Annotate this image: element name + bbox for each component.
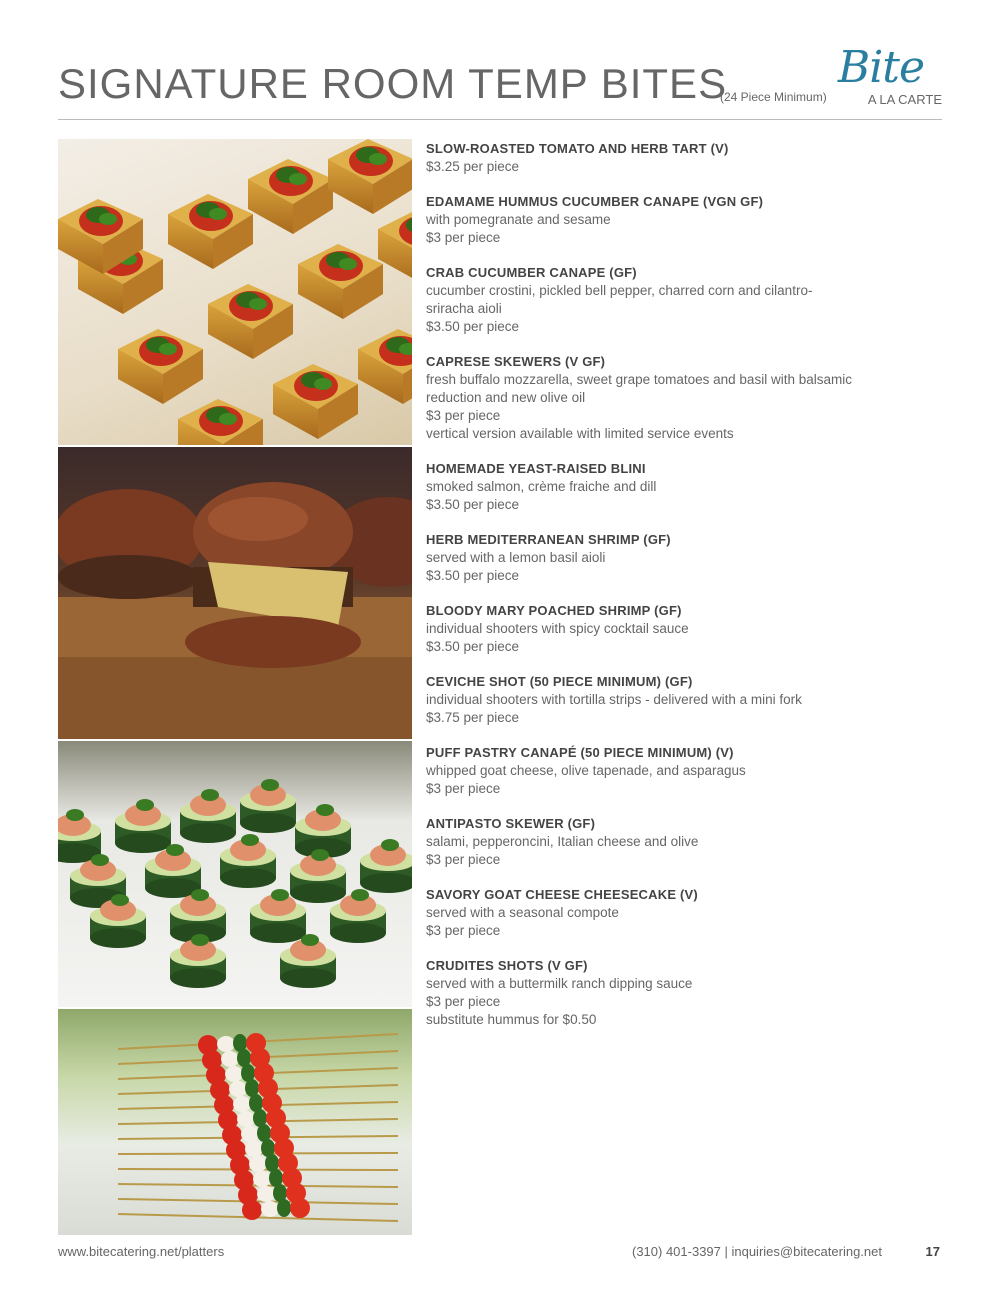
menu-item <box>426 957 946 1029</box>
logo-script: Bite <box>837 42 924 93</box>
page-title: SIGNATURE ROOM TEMP BITES <box>58 60 728 107</box>
menu-item-detail: $3.50 per piece <box>426 568 520 583</box>
menu-item-detail: $3 per piece <box>426 852 501 867</box>
menu-item-name: SAVORY GOAT CHEESE CHEESECAKE (V) <box>426 887 698 902</box>
menu-item-detail: whipped goat cheese, olive tapenade, and asparagus <box>426 763 746 778</box>
menu-item-detail: reduction and new olive oil <box>426 390 586 405</box>
menu-item <box>426 460 946 514</box>
menu-item <box>426 602 946 656</box>
menu-item-name: HERB MEDITERRANEAN SHRIMP (GF) <box>426 532 671 547</box>
minimum-note: (24 Piece Minimum) <box>720 90 827 104</box>
menu-item <box>426 815 946 869</box>
footer-contact: (310) 401-3397 | inquiries@bitecatering.net <box>631 1244 882 1259</box>
bite-logo <box>802 40 942 112</box>
photo-sliders <box>58 447 412 739</box>
menu-item-detail: individual shooters with spicy cocktail sauce <box>426 621 689 636</box>
menu-item-detail: salami, pepperoncini, Italian cheese and olive <box>426 834 699 849</box>
menu-item-detail: served with a buttermilk ranch dipping sauce <box>426 976 693 991</box>
menu-item-name: PUFF PASTRY CANAPÉ (50 PIECE MINIMUM) (V) <box>426 745 734 760</box>
header-divider <box>58 119 942 120</box>
menu-item-detail: $3 per piece <box>426 781 501 796</box>
menu-item-name: HOMEMADE YEAST-RAISED BLINI <box>426 461 646 476</box>
menu-item-name: CRUDITES SHOTS (V GF) <box>426 958 588 973</box>
menu-item-detail: $3.50 per piece <box>426 497 520 512</box>
footer-website[interactable]: www.bitecatering.net/platters <box>58 1244 225 1259</box>
menu-item <box>426 353 946 443</box>
page-footer <box>58 1244 942 1264</box>
menu-item-detail: served with a seasonal compote <box>426 905 619 920</box>
menu-item-name: CRAB CUCUMBER CANAPE (GF) <box>426 265 637 280</box>
menu-item-name: EDAMAME HUMMUS CUCUMBER CANAPE (VGN GF) <box>426 194 764 209</box>
menu-item <box>426 744 946 798</box>
menu-item-detail: $3 per piece <box>426 408 501 423</box>
photo-caprese-skewers <box>58 1009 412 1235</box>
menu-item <box>426 140 946 176</box>
menu-item-detail: $3.75 per piece <box>426 710 520 725</box>
menu-item-detail: vertical version available with limited service events <box>426 426 734 441</box>
menu-item-detail: $3.25 per piece <box>426 159 520 174</box>
photo-cucumber-canapes <box>58 741 412 1007</box>
menu-item <box>426 531 946 585</box>
menu-item-detail: $3 per piece <box>426 994 501 1009</box>
photo-column <box>58 139 412 1235</box>
menu-item-detail: $3.50 per piece <box>426 639 520 654</box>
menu-item-detail: with pomegranate and sesame <box>426 212 611 227</box>
menu-item-name: ANTIPASTO SKEWER (GF) <box>426 816 596 831</box>
menu-item <box>426 264 946 336</box>
page-header <box>58 40 942 120</box>
menu-item <box>426 193 946 247</box>
menu-item-detail: individual shooters with tortilla strips - delivered with a mini fork <box>426 692 802 707</box>
menu-item-name: CEVICHE SHOT (50 PIECE MINIMUM) (GF) <box>426 674 693 689</box>
menu-item-detail: $3 per piece <box>426 230 501 245</box>
photo-tomato-tarts <box>58 139 412 445</box>
menu-item-detail: cucumber crostini, pickled bell pepper, charred corn and cilantro- <box>426 283 813 298</box>
menu-item-detail: fresh buffalo mozzarella, sweet grape tomatoes and basil with balsamic <box>426 372 852 387</box>
menu-item <box>426 673 946 727</box>
menu-item-detail: served with a lemon basil aioli <box>426 550 606 565</box>
menu-item-detail: $3 per piece <box>426 923 501 938</box>
menu-item-detail: $3.50 per piece <box>426 319 520 334</box>
menu-item-name: CAPRESE SKEWERS (V GF) <box>426 354 606 369</box>
logo-subtitle: A LA CARTE <box>867 92 942 107</box>
menu-item <box>426 886 946 940</box>
menu-item-detail: smoked salmon, crème fraiche and dill <box>426 479 657 494</box>
menu-item-name: SLOW-ROASTED TOMATO AND HERB TART (V) <box>426 141 729 156</box>
menu-item-detail: sriracha aioli <box>426 301 502 316</box>
menu-item-name: BLOODY MARY POACHED SHRIMP (GF) <box>426 603 682 618</box>
menu-item-detail: substitute hummus for $0.50 <box>426 1012 597 1027</box>
page-number: 17 <box>925 1244 940 1259</box>
menu-list <box>426 140 946 1046</box>
